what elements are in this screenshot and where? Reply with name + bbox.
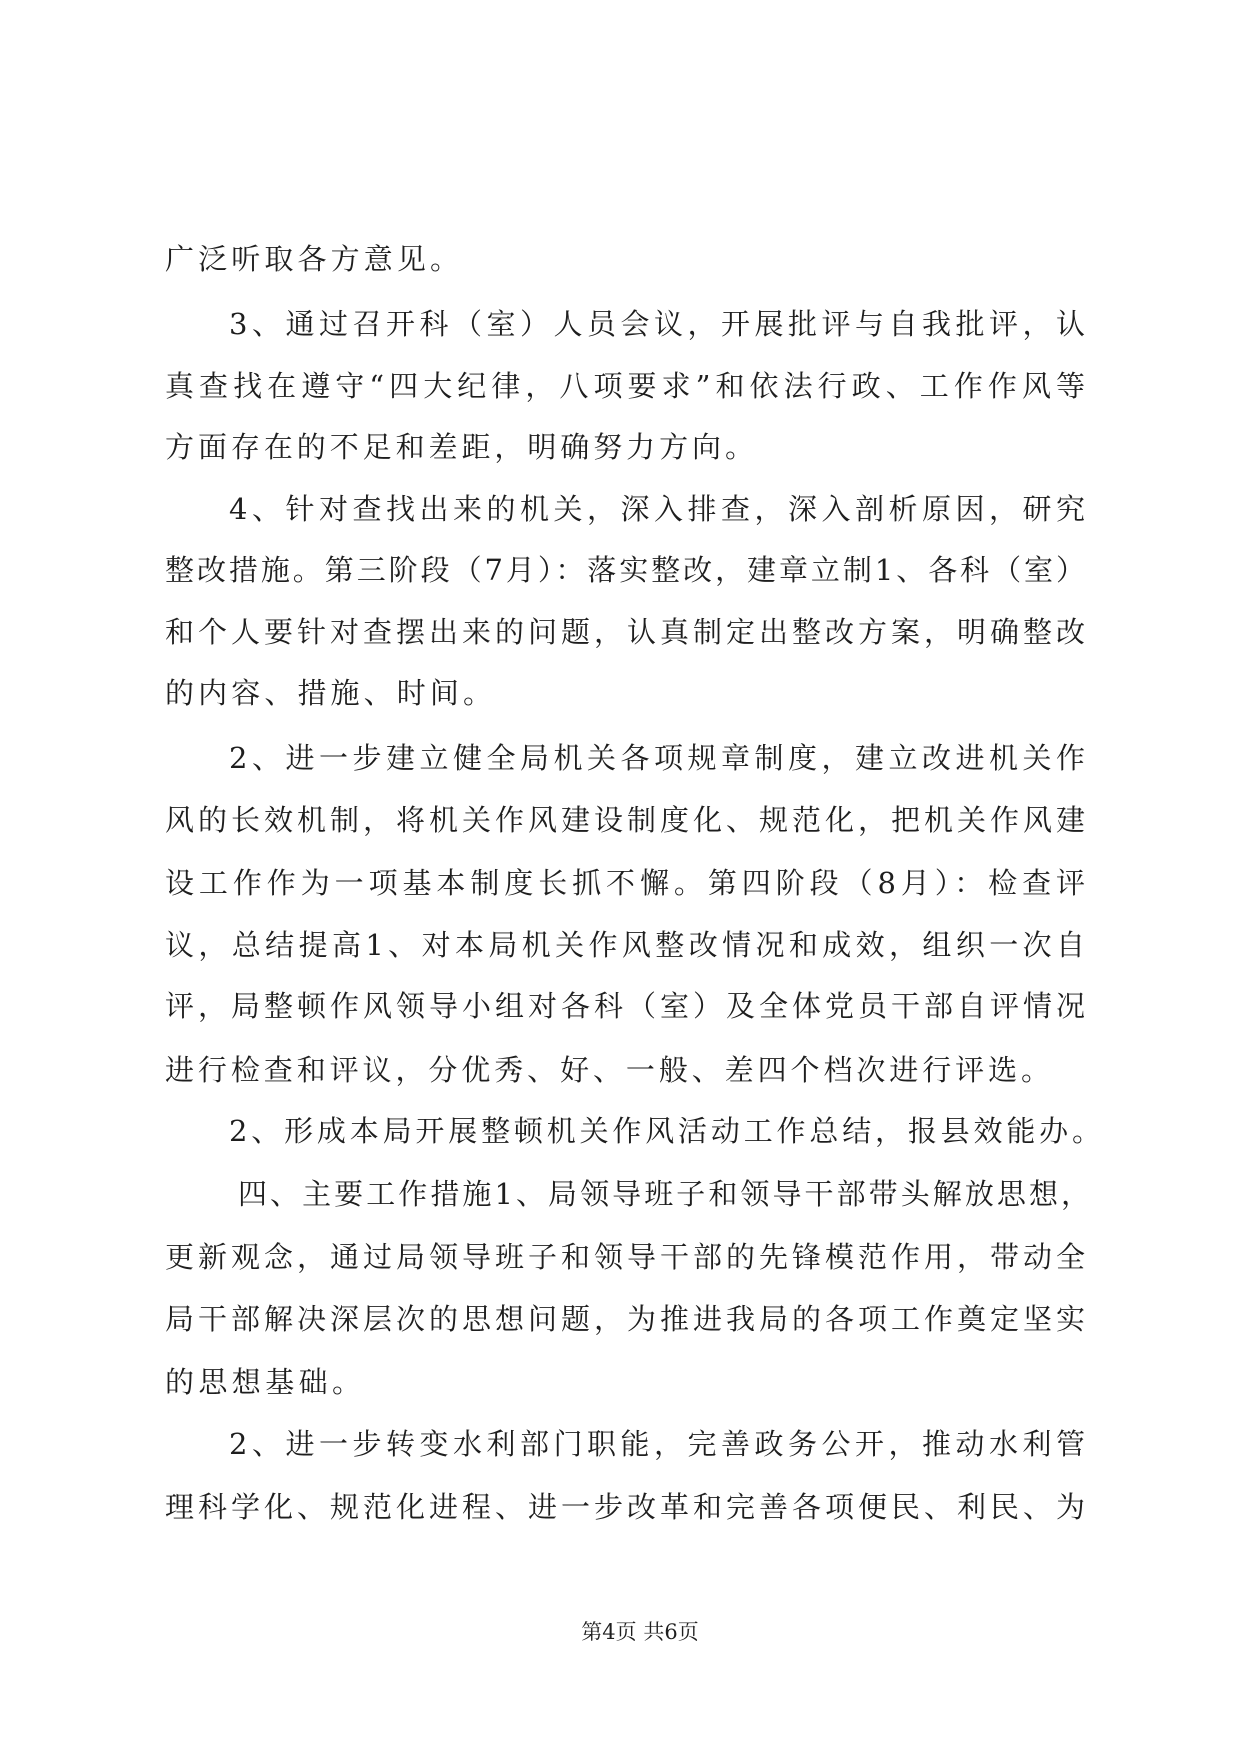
text-line: 进行检查和评议，分优秀、好、一般、差四个档次进行评选。 xyxy=(165,1053,1050,1087)
text-line: 2、形成本局开展整顿机关作风活动工作总结，报县效能办。 xyxy=(229,1114,1101,1148)
text-line: 和个人要针对查摆出来的问题，认真制定出整改方案，明确整改 xyxy=(165,615,1085,649)
text-line: 的思想基础。 xyxy=(165,1365,361,1399)
text-line: 的内容、措施、时间。 xyxy=(165,676,492,710)
text-line: 2、进一步转变水利部门职能，完善政务公开，推动水利管 xyxy=(229,1427,1085,1461)
text-line: 3、通过召开科（室）人员会议，开展批评与自我批评，认 xyxy=(229,307,1085,341)
text-line: 更新观念，通过局领导班子和领导干部的先锋模范作用，带动全 xyxy=(165,1240,1085,1274)
text-line: 4、针对查找出来的机关，深入排查，深入剖析原因，研究 xyxy=(229,492,1085,526)
text-line: 整改措施。第三阶段（7月）：落实整改，建章立制1、各科（室） xyxy=(165,553,1085,587)
text-line: 风的长效机制，将机关作风建设制度化、规范化，把机关作风建 xyxy=(165,803,1085,837)
text-line: 设工作作为一项基本制度长抓不懈。第四阶段（8月）：检查评 xyxy=(165,866,1085,900)
page-number-footer: 第4页 共6页 xyxy=(581,1620,699,1644)
text-line: 广泛听取各方意见。 xyxy=(165,242,459,276)
text-line: 局干部解决深层次的思想问题，为推进我局的各项工作奠定坚实 xyxy=(165,1302,1085,1336)
text-line: 方面存在的不足和差距，明确努力方向。 xyxy=(165,430,754,464)
text-line: 真查找在遵守“四大纪律，八项要求”和依法行政、工作作风等 xyxy=(165,369,1085,403)
text-line: 2、进一步建立健全局机关各项规章制度，建立改进机关作 xyxy=(229,741,1085,775)
text-line: 四、主要工作措施1、局领导班子和领导干部带头解放思想， xyxy=(238,1177,1090,1211)
text-line: 理科学化、规范化进程、进一步改革和完善各项便民、利民、为 xyxy=(165,1490,1085,1524)
text-line: 评，局整顿作风领导小组对各科（室）及全体党员干部自评情况 xyxy=(165,989,1085,1023)
text-line: 议，总结提高1、对本局机关作风整改情况和成效，组织一次自 xyxy=(165,928,1085,962)
